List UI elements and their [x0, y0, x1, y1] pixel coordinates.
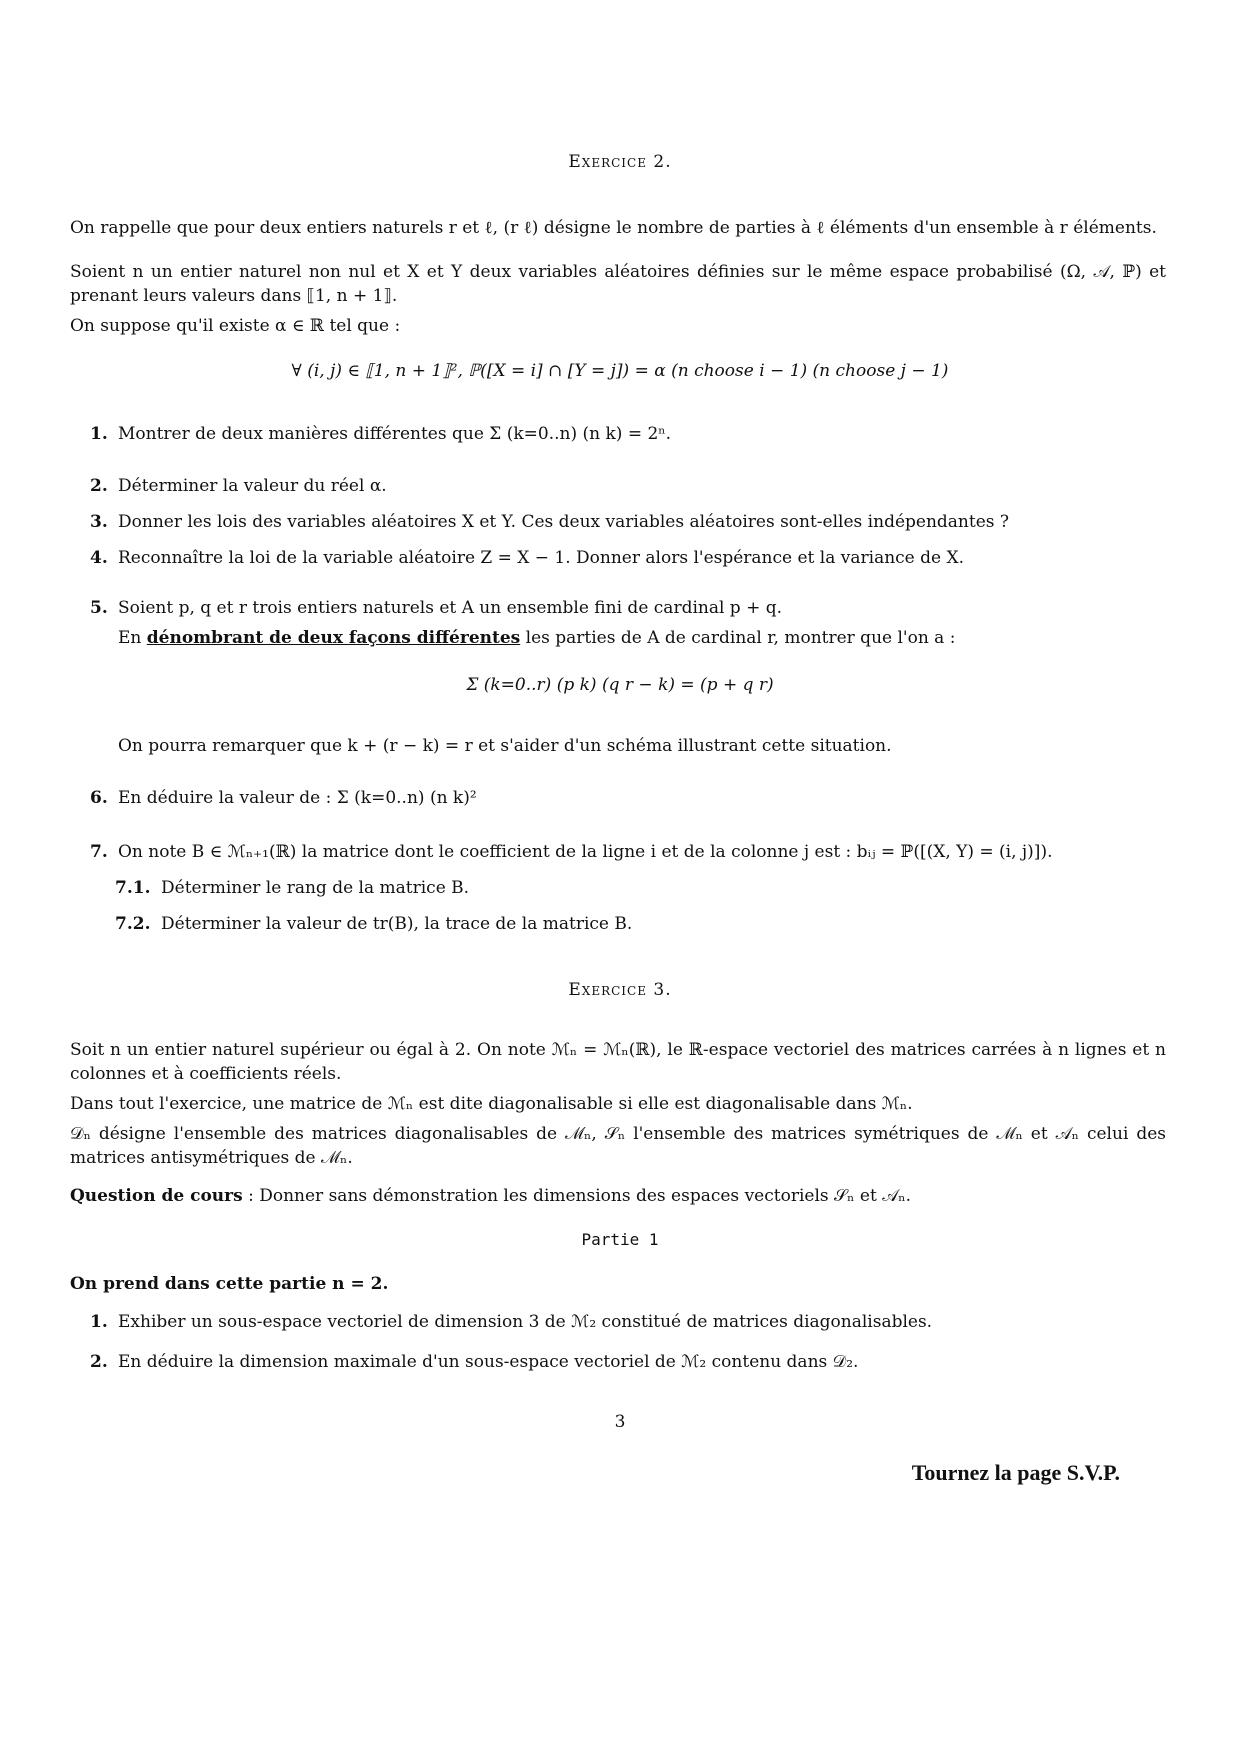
page-number: 3 — [614, 1412, 626, 1432]
ex2-question-7-2 — [115, 912, 632, 936]
ex3-question-1 — [90, 1310, 1170, 1334]
ex2-question-1 — [90, 422, 1170, 446]
question-number: 3. — [90, 512, 108, 532]
ex3-intro-diagonalisable: Dans tout l'exercice, une matrice de ℳₙ est dite diagonalisable si elle est diagonalisable dans ℳₙ. — [70, 1094, 913, 1114]
course-question-label: Question de cours — [70, 1186, 243, 1206]
question-text: En déduire la dimension maximale d'un sous-espace vectoriel de ℳ₂ contenu dans 𝒟₂. — [118, 1352, 859, 1372]
question-text: Déterminer le rang de la matrice B. — [161, 878, 470, 898]
question-number: 7.1. — [115, 878, 151, 898]
ex2-intro-variables: Soient n un entier naturel non nul et X et Y deux variables aléatoires définies sur le même espace probabilisé (Ω, 𝒜, ℙ) et prenant leurs valeurs dans ⟦1, n + 1⟧. — [70, 262, 1166, 306]
ex2-question-5-hint: On pourra remarquer que k + (r − k) = r et s'aider d'un schéma illustrant cette situation. — [118, 736, 892, 756]
question-number: 2. — [90, 1352, 108, 1372]
ex3-intro-sets: 𝒟ₙ désigne l'ensemble des matrices diagonalisables de ℳₙ, 𝒮ₙ l'ensemble des matrices symétriques de ℳₙ et 𝒜ₙ celui des matrices antisymétriques de ℳₙ. — [70, 1124, 1166, 1168]
part-1-heading: Partie 1 — [581, 1230, 659, 1249]
question-text: Exhiber un sous-espace vectoriel de dimension 3 de ℳ₂ constitué de matrices diagonalisables. — [118, 1312, 933, 1332]
question-number: 4. — [90, 548, 108, 568]
question-text: En déduire la valeur de : Σ (k=0..n) (n k)² — [118, 788, 477, 808]
question-text: Déterminer la valeur de tr(B), la trace de la matrice B. — [161, 914, 633, 934]
exercise-3-title: Exercice 3. — [568, 980, 672, 1000]
question-number: 1. — [90, 424, 108, 444]
ex2-intro-alpha: On suppose qu'il existe α ∈ ℝ tel que : — [70, 316, 401, 336]
question-number: 1. — [90, 1312, 108, 1332]
ex2-question-4 — [90, 546, 1170, 570]
question-number: 7.2. — [115, 914, 151, 934]
question-text: Montrer de deux manières différentes que Σ (k=0..n) (n k) = 2ⁿ. — [118, 424, 672, 444]
ex2-question-5-instruction — [118, 626, 1198, 650]
ex2-question-2 — [90, 474, 1170, 498]
question-number: 5. — [90, 598, 108, 618]
text-pre: En — [118, 628, 142, 648]
ex2-question-6 — [90, 786, 1170, 810]
ex2-question-7-1 — [115, 876, 469, 900]
part-1-intro: On prend dans cette partie n = 2. — [70, 1274, 389, 1294]
exercise-2-title: Exercice 2. — [568, 152, 672, 172]
question-number: 2. — [90, 476, 108, 496]
ex3-course-question — [70, 1184, 1166, 1208]
ex2-intro-binomial: On rappelle que pour deux entiers naturels r et ℓ, (r ℓ) désigne le nombre de parties à ℓ éléments d'un ensemble à r éléments. — [70, 218, 1157, 238]
ex3-intro-matrices: Soit n un entier naturel supérieur ou égal à 2. On note ℳₙ = ℳₙ(ℝ), le ℝ-espace vectoriel des matrices carrées à n lignes et n colonnes et à coefficients réels. — [70, 1040, 1166, 1084]
question-text: On note B ∈ ℳₙ₊₁(ℝ) la matrice dont le coefficient de la ligne i et de la colonne j est : bᵢⱼ = ℙ([(X, Y) = (i, j)]). — [118, 842, 1053, 862]
question-number: 6. — [90, 788, 108, 808]
question-text: Donner les lois des variables aléatoires X et Y. Ces deux variables aléatoires sont-elles indépendantes ? — [118, 512, 1009, 532]
course-question-text: : Donner sans démonstration les dimensions des espaces vectoriels 𝒮ₙ et 𝒜ₙ. — [248, 1186, 912, 1206]
ex2-main-formula: ∀ (i, j) ∈ ⟦1, n + 1⟧², ℙ([X = i] ∩ [Y = j]) = α (n choose i − 1) (n choose j − 1) — [291, 361, 949, 381]
ex2-vandermonde-formula: Σ (k=0..r) (p k) (q r − k) = (p + q r) — [466, 675, 774, 695]
emphasized-text: dénombrant de deux façons différentes — [146, 628, 521, 648]
question-text: Soient p, q et r trois entiers naturels et A un ensemble fini de cardinal p + q. — [118, 598, 783, 618]
ex2-question-3 — [90, 510, 1170, 534]
question-text: Reconnaître la loi de la variable aléatoire Z = X − 1. Donner alors l'espérance et la variance de X. — [118, 548, 964, 568]
text-post: les parties de A de cardinal r, montrer que l'on a : — [525, 628, 956, 648]
ex3-question-2 — [90, 1350, 1170, 1374]
question-number: 7. — [90, 842, 108, 862]
turn-page-notice: Tournez la page S.V.P. — [911, 1460, 1120, 1485]
question-text: Déterminer la valeur du réel α. — [118, 476, 387, 496]
ex2-question-5 — [90, 596, 1170, 620]
ex2-question-7 — [90, 840, 1170, 864]
